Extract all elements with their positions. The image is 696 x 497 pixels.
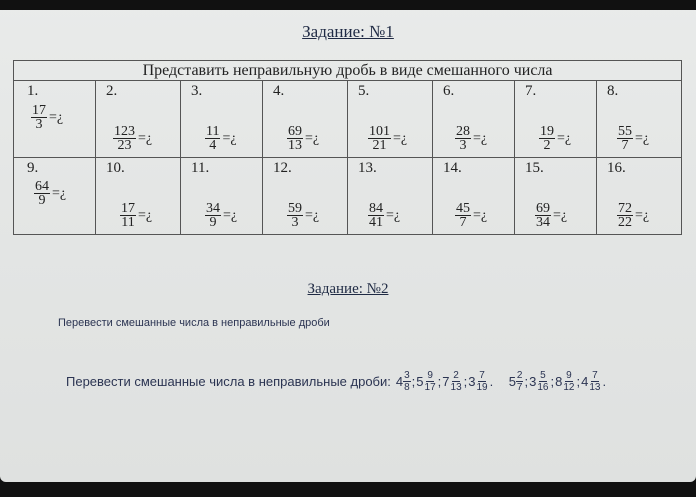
mixed-number: [581, 370, 607, 393]
task2-title: Задание: №2: [307, 281, 389, 297]
denominator: 7: [516, 382, 523, 393]
task-number: 3.: [191, 83, 203, 99]
equals-sign: =¿: [222, 130, 237, 146]
top-dark-edge: [0, 0, 696, 10]
separator: .: [602, 374, 607, 389]
fraction-expression: [455, 202, 487, 229]
denominator: 2: [543, 138, 551, 153]
numerator: 2: [453, 370, 459, 381]
denominator: 3: [35, 117, 43, 132]
denominator: 7: [459, 215, 467, 230]
numerator: 69: [536, 201, 550, 216]
fraction-expression: [113, 125, 152, 152]
task-cell: [433, 81, 515, 158]
mixed-number: [442, 370, 468, 393]
whole-part: 5: [416, 374, 424, 389]
task1-title: Задание: №1: [302, 22, 394, 41]
equals-sign: =¿: [49, 109, 64, 125]
equals-sign: =¿: [635, 207, 650, 223]
task-cell: [14, 81, 96, 158]
denominator: 17: [424, 382, 436, 393]
task2-exercise-label: Перевести смешанные числа в неправильные дроби:: [66, 374, 391, 389]
denominator: 21: [372, 138, 387, 153]
task-cell: [14, 158, 96, 235]
separator: ;: [437, 374, 442, 389]
numerator: 34: [206, 201, 220, 216]
whole-part: 5: [508, 374, 516, 389]
numerator: 3: [404, 370, 410, 381]
denominator: 9: [209, 215, 217, 230]
denominator: 7: [621, 138, 629, 153]
task-cell: [433, 158, 515, 235]
denominator: 3: [291, 215, 299, 230]
separator: ;: [550, 374, 555, 389]
denominator: 34: [536, 215, 550, 230]
task2-instruction: Перевести смешанные числа в неправильные дроби: [58, 317, 330, 329]
task-cell: [515, 158, 597, 235]
task1-header: Представить неправильную дробь в виде смешанного числа: [14, 61, 682, 81]
equals-sign: =¿: [138, 207, 153, 223]
fraction-expression: [31, 104, 63, 131]
denominator: 13: [589, 382, 601, 393]
fraction-expression: [287, 202, 319, 229]
denominator: 8: [404, 382, 410, 393]
fraction-expression: [455, 125, 487, 152]
task-number: 4.: [273, 83, 285, 99]
equals-sign: =¿: [305, 207, 320, 223]
denominator: 23: [117, 138, 132, 153]
numerator: 69: [288, 124, 302, 139]
separator: ;: [576, 374, 581, 389]
numerator: 11: [206, 124, 220, 139]
numerator: 101: [369, 124, 390, 139]
denominator: 19: [476, 382, 488, 393]
equals-sign: =¿: [473, 207, 488, 223]
numerator: 17: [32, 103, 46, 118]
equals-sign: =¿: [393, 130, 408, 146]
numerator: 59: [288, 201, 302, 216]
task-number: 8.: [607, 83, 619, 99]
fraction-expression: [535, 202, 567, 229]
mixed-number: [529, 370, 555, 393]
equals-sign: =¿: [386, 207, 401, 223]
task2-exercise: [66, 370, 607, 393]
numerator: 45: [456, 201, 470, 216]
whole-part: 4: [581, 374, 589, 389]
numerator: 19: [540, 124, 554, 139]
numerator: 9: [566, 370, 572, 381]
task-number: 7.: [525, 83, 537, 99]
task-cell: [96, 158, 181, 235]
task-number: 11.: [191, 160, 210, 176]
denominator: 12: [563, 382, 575, 393]
whole-part: 4: [395, 374, 404, 389]
mixed-number: [396, 370, 416, 393]
mixed-number: [416, 370, 442, 393]
whole-part: 3: [468, 374, 476, 389]
fraction-expression: [368, 202, 400, 229]
task-number: 5.: [358, 83, 370, 99]
task-cell: [348, 81, 433, 158]
table-row: [14, 81, 682, 158]
numerator: 72: [618, 201, 632, 216]
task-number: 6.: [443, 83, 455, 99]
task-number: 13.: [358, 160, 377, 176]
fraction-expression: [617, 202, 649, 229]
separator: .: [489, 374, 508, 389]
denominator: 3: [459, 138, 467, 153]
denominator: 11: [121, 215, 135, 230]
equals-sign: =¿: [635, 130, 650, 146]
separator: ;: [463, 374, 468, 389]
numerator: 5: [540, 370, 546, 381]
mixed-number: [555, 370, 581, 393]
denominator: 13: [288, 138, 302, 153]
task-number: 10.: [106, 160, 125, 176]
fraction-expression: [205, 202, 237, 229]
fraction-expression: [287, 125, 319, 152]
task-number: 9.: [27, 160, 39, 176]
task-number: 12.: [273, 160, 292, 176]
task-cell: [181, 81, 263, 158]
numerator: 7: [479, 370, 485, 381]
denominator: 13: [450, 382, 462, 393]
fraction-expression: [34, 180, 66, 207]
fraction-expression: [539, 125, 571, 152]
whole-part: 7: [442, 374, 450, 389]
mixed-number: [509, 370, 529, 393]
task-cell: [263, 81, 348, 158]
task-cell: [181, 158, 263, 235]
task-cell: [597, 158, 682, 235]
task-cell: [96, 81, 181, 158]
fraction-expression: [120, 202, 152, 229]
task-cell: [348, 158, 433, 235]
numerator: 2: [516, 370, 523, 381]
equals-sign: =¿: [138, 130, 153, 146]
denominator: 22: [618, 215, 632, 230]
equals-sign: =¿: [473, 130, 488, 146]
numerator: 123: [114, 124, 135, 139]
task1-table: [13, 60, 682, 235]
denominator: 41: [369, 215, 383, 230]
equals-sign: =¿: [52, 185, 67, 201]
task-cell: [597, 81, 682, 158]
equals-sign: =¿: [553, 207, 568, 223]
numerator: 7: [592, 370, 598, 381]
task-number: 2.: [106, 83, 118, 99]
fraction-expression: [205, 125, 237, 152]
fraction-expression: [368, 125, 407, 152]
whole-part: 3: [529, 374, 537, 389]
denominator: 9: [38, 193, 46, 208]
separator: ;: [411, 374, 416, 389]
task-number: 15.: [525, 160, 544, 176]
equals-sign: =¿: [305, 130, 320, 146]
separator: ;: [524, 374, 529, 389]
denominator: 4: [209, 138, 217, 153]
numerator: 64: [35, 179, 49, 194]
whole-part: 8: [555, 374, 563, 389]
mixed-number: [468, 370, 508, 393]
numerator: 55: [618, 124, 632, 139]
equals-sign: =¿: [223, 207, 238, 223]
table-row: [14, 158, 682, 235]
numerator: 28: [456, 124, 470, 139]
task-number: 1.: [27, 83, 39, 99]
task-cell: [515, 81, 597, 158]
denominator: 16: [537, 382, 549, 393]
task-number: 16.: [607, 160, 626, 176]
numerator: 9: [427, 370, 433, 381]
equals-sign: =¿: [557, 130, 572, 146]
fraction-expression: [617, 125, 649, 152]
numerator: 84: [369, 201, 383, 216]
task-cell: [263, 158, 348, 235]
task-number: 14.: [443, 160, 462, 176]
numerator: 17: [121, 201, 135, 216]
